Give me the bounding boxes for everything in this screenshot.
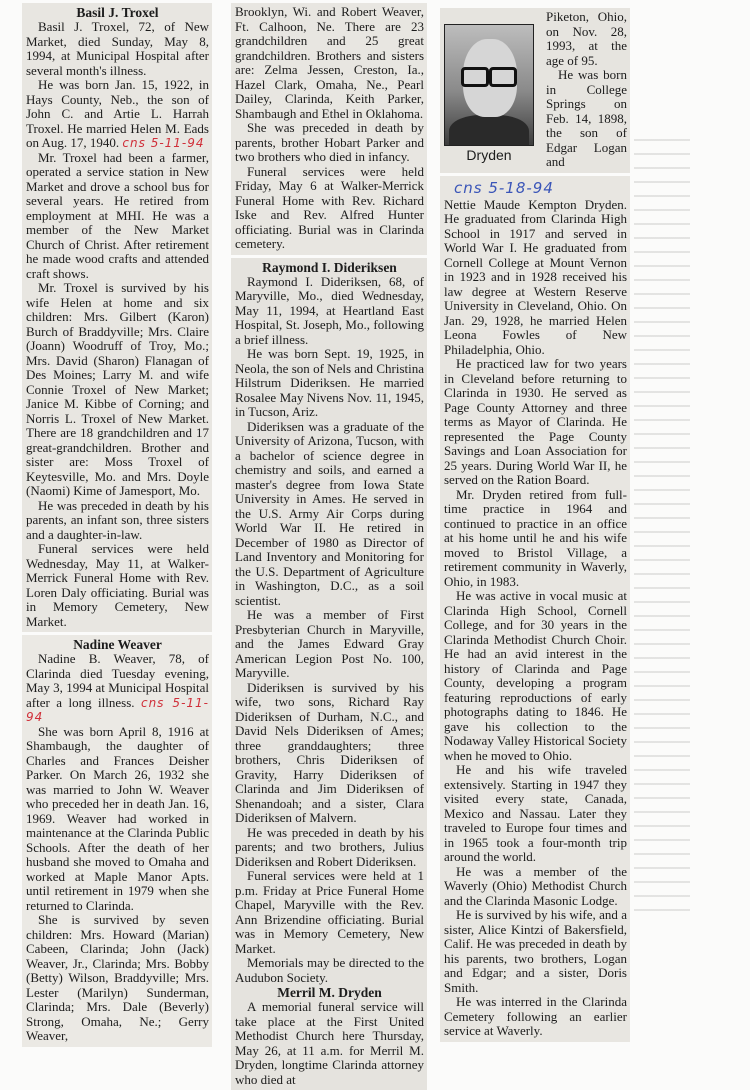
paragraph: Funeral services were held at 1 p.m. Friday at Price Funeral Home Chapel, Maryville with the Rev. Ann Brizendine officiating. Burial was in Memory Cemetery, New Market. <box>235 869 424 956</box>
paragraph: Dideriksen is survived by his wife, two sons, Richard Ray Dideriksen of Durham, N.C., and David Nels Dideriksen of Ames; three granddaughters; three brothers, Chris Dideriksen of Gravity, Harry Dideriksen of Clarinda and Jim Dideriksen of Shenandoah; and a sister, Clara Dideriksen of Malvern. <box>235 681 424 826</box>
paragraph: Mr. Troxel had been a farmer, operated a service station in New Market and drove a school bus for several years. He retired from employment at MHI. He was a member of the New Market Church of Christ. After retirement he made wood crafts and attended craft shows. <box>26 151 209 282</box>
handwritten-date-annotation: cns 5-11-94 <box>26 696 209 725</box>
obituary-heading-troxel: Basil J. Troxel <box>26 5 209 20</box>
paragraph: He practiced law for two years in Cleveland before returning to Clarinda in 1930. He served as Page County Attorney and three terms as Mayor of Clarinda. He represented the Page County Savings and Loan Association for 25 years. During World War II, he served on the Ration Board. <box>444 357 627 488</box>
text-beside-photo <box>546 10 627 170</box>
paragraph: Dideriksen was a graduate of the University of Arizona, Tucson, with a bachelor of science degree in chemistry and soils, and earned a master's degree from Iowa State University in Ames. He served in the U.S. Army Air Corps during World War II. He retired in December of 1980 as Director of Land Inventory and Monitoring for the U.S. Department of Agriculture in Washington, D.C., as a soil scientist. <box>235 420 424 609</box>
paragraph: Memorials may be directed to the Audubon Society. <box>235 956 424 985</box>
clipping-dryden <box>440 176 630 1042</box>
paragraph: A memorial funeral service will take place at the First United Methodist Church here Thursday, May 26, at 11 a.m. for Merril M. Dryden, longtime Clarinda attorney who died at <box>235 1000 424 1087</box>
photo-block <box>444 10 534 163</box>
clipping-weaver-cont <box>231 3 427 255</box>
handwritten-date-annotation: cns 5-18-94 <box>444 178 627 198</box>
paragraph: She was born April 8, 1916 at Shambaugh, the daughter of Charles and Frances Deisher Parker. On March 26, 1932 she was married to John W. Weaver who preceded her in death Jan. 16, 1969. Weaver had worked in maintenance at the Clarinda Public Schools. After the death of her husband she moved to Omaha and worked at Maple Manor Apts. until retirement in 1979 when she returned to Clarinda. <box>26 725 209 914</box>
paragraph: Funeral services were held Wednesday, May 11, at Walker-Merrick Funeral Home with Rev. Loren Daly officiating. Burial was in Memory Cemetery, New Market. <box>26 542 209 629</box>
paragraph: He was preceded in death by his parents, an infant son, three sisters and a daughter-in-law. <box>26 499 209 543</box>
paragraph: She was preceded in death by parents, brother Hobart Parker and two brothers who died in infancy. <box>235 121 424 165</box>
obituary-heading-dryden: Merril M. Dryden <box>235 985 424 1000</box>
paragraph: Piketon, Ohio, on Nov. 28, 1993, at the age of 95. <box>546 10 627 68</box>
photo-caption: Dryden <box>466 148 511 163</box>
clipping-dryden-photo <box>440 8 630 173</box>
paragraph: He was born Sept. 19, 1925, in Neola, the son of Nels and Christina Hilstrum Dideriksen. He married Rosalee May Nivens Nov. 11, 1945, in Tucson, Ariz. <box>235 347 424 420</box>
clipping-dideriksen <box>231 258 427 1090</box>
column-1 <box>22 3 212 1047</box>
portrait-photo-dryden <box>444 24 534 146</box>
paragraph: He was born Jan. 15, 1922, in Hays County, Neb., the son of John C. and Artie L. Harrah Troxel. He married Helen M. Eads on Aug. 17, 1940. cns 5-11-94 <box>26 78 209 151</box>
paragraph: He was born in College Springs on Feb. 14, 1898, the son of Edgar Logan and <box>546 68 627 170</box>
paragraph: Raymond I. Dideriksen, 68, of Maryville, Mo., died Wednesday, May 11, 1994, at Heartland East Hospital, St. Joseph, Mo., following a brief illness. <box>235 275 424 348</box>
paragraph: He was preceded in death by his parents; and two brothers, Julius Dideriksen and Robert Dideriksen. <box>235 826 424 870</box>
bleed-through-strip <box>634 130 690 920</box>
paragraph: Basil J. Troxel, 72, of New Market, died Sunday, May 8, 1994, at Municipal Hospital after several month's illness. <box>26 20 209 78</box>
paragraph: He and his wife traveled extensively. Starting in 1947 they visited every state, Canada, Mexico and Nassau. Later they traveled to Europe four times and in 1965 took a four-month trip around the world. <box>444 763 627 865</box>
paragraph: She is survived by seven children: Mrs. Howard (Marian) Cabeen, Clarinda; John (Jack) Weaver, Jr., Clarinda; Mrs. Bobby (Betty) Wilson, Braddyville; Mrs. Lester (Marilyn) Sunderman, Clarinda; Mrs. Dale (Beverly) Strong, Omaha, Ne.; Gerry Weaver, <box>26 913 209 1044</box>
paragraph: Mr. Dryden retired from full-time practice in 1964 and continued to practice in an office at his home until he and his wife moved to Bristol Village, a retirement community in Waverly, Ohio, in 1983. <box>444 488 627 590</box>
obituary-heading-dideriksen: Raymond I. Dideriksen <box>235 260 424 275</box>
clipping-weaver <box>22 635 212 1047</box>
paragraph: Funeral services were held Friday, May 6 at Walker-Merrick Funeral Home with Rev. Richard Iske and Rev. Alfred Hunter officiating. Burial was in Clarinda cemetery. <box>235 165 424 252</box>
paragraph: Mr. Troxel is survived by his wife Helen at home and six children: Mrs. Gilbert (Karon) Burch of Braddyville; Mrs. Claire (Joann) Woodruff of Troy, Mo.; Mrs. David (Sharon) Flanagan of Des Moines; Larry M. and wife Connie Troxel of New Market; Janice M. Kibbe of Corning; and Norris L. Troxel of New Market. There are 18 grandchildren and 17 great-grandchildren. Brother and sister are: Moss Troxel of Keytesville, Mo. and Mrs. Doyle (Naomi) Kime of Jamesport, Mo. <box>26 281 209 499</box>
paragraph: Nadine B. Weaver, 78, of Clarinda died Tuesday evening, May 3, 1994 at Municipal Hospital after a long illness. cns 5-11-94 <box>26 652 209 725</box>
paragraph: He was a member of First Presbyterian Church in Maryville, and the James Edward Gray American Legion Post No. 100, Maryville. <box>235 608 424 681</box>
obituary-heading-weaver: Nadine Weaver <box>26 637 209 652</box>
paragraph: Brooklyn, Wi. and Robert Weaver, Ft. Calhoon, Ne. There are 23 grandchildren and 25 great grandchildren. Brothers and sisters are: Zelma Jessen, Creston, Ia., Hazel Clark, Omaha, Ne., Pearl Dailey, Clarinda, Keith Parker, Shambaugh and Ethel in Oklahoma. <box>235 5 424 121</box>
column-3 <box>440 8 630 1042</box>
paragraph: He is survived by his wife, and a sister, Alice Kintzi of Bakersfield, Calif. He was preceded in death by his parents, two brothers, Logan and Edgar; and a sister, Doris Smith. <box>444 908 627 995</box>
paragraph: He was a member of the Waverly (Ohio) Methodist Church and the Clarinda Masonic Lodge. <box>444 865 627 909</box>
clipping-troxel <box>22 3 212 632</box>
paragraph: He was active in vocal music at Clarinda High School, Cornell College, and for 30 years in the Clarinda Methodist Church Choir. He had an avid interest in the history of Clarinda and Page County, developing a program featuring reproductions of early photographs dating to 1846. He gave his collection to the Nodaway Valley Historical Society when he moved to Ohio. <box>444 589 627 763</box>
paragraph: Nettie Maude Kempton Dryden. He graduated from Clarinda High School in 1917 and served in World War I. He graduated from Cornell College at Mount Vernon in 1923 and in 1928 received his law degree at Western Reserve University in Cleveland, Ohio. On Jan. 29, 1928, he married Helen Leona Fowles of New Philadelphia, Ohio. <box>444 198 627 358</box>
handwritten-date-annotation: cns 5-11-94 <box>122 136 204 150</box>
column-2 <box>231 3 427 1090</box>
paragraph: He was interred in the Clarinda Cemetery following an earlier service at Waverly. <box>444 995 627 1039</box>
